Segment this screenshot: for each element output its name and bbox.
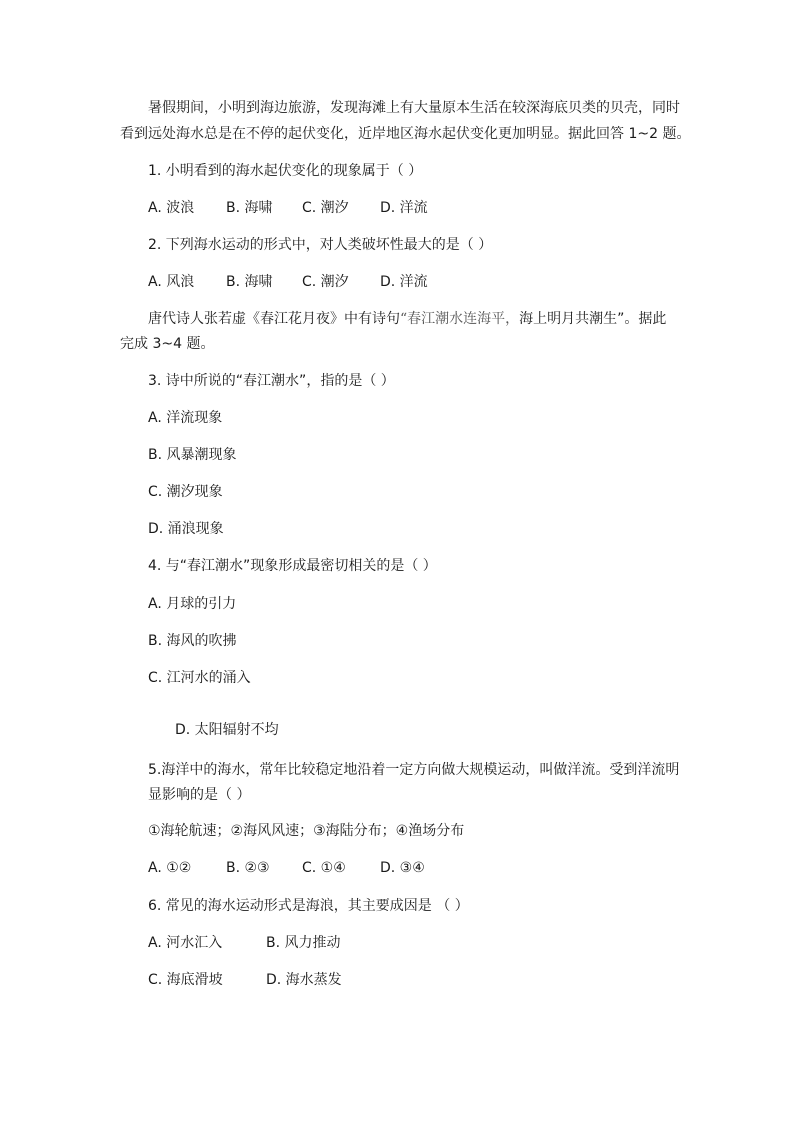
question-5-options bbox=[148, 858, 425, 878]
question-6-options-row-2 bbox=[148, 970, 342, 990]
question-5-stem-line-2: 显影响的是（ ） bbox=[148, 787, 251, 803]
option-d: D. ③④ bbox=[380, 860, 425, 876]
option-a: A. 河水汇入 bbox=[148, 935, 223, 951]
question-4-option-b: B. 海风的吹拂 bbox=[148, 633, 237, 649]
intro-line-2: 看到远处海水总是在不停的起伏变化，近岸地区海水起伏变化更加明显。据此回答 1~2 题。 bbox=[120, 126, 691, 142]
question-4-option-c: C. 江河水的涌入 bbox=[148, 670, 251, 686]
question-6-stem: 6. 常见的海水运动形式是海浪，其主要成因是 （ ） bbox=[148, 898, 469, 914]
question-4-option-a: A. 月球的引力 bbox=[148, 596, 237, 612]
option-b: B. 风力推动 bbox=[266, 935, 341, 951]
option-d: D. 洋流 bbox=[380, 274, 428, 290]
question-4-stem: 4. 与“春江潮水”现象形成最密切相关的是（ ） bbox=[148, 558, 437, 574]
option-c: C. 潮汐 bbox=[302, 200, 349, 216]
intro2-text-c: 海上明月共潮生”。据此 bbox=[519, 311, 667, 327]
intro2-line-1 bbox=[148, 309, 666, 329]
question-1-stem: 1. 小明看到的海水起伏变化的现象属于（ ） bbox=[148, 163, 423, 179]
question-5-stem-line-1: 5.海洋中的海水，常年比较稳定地沿着一定方向做大规模运动，叫做洋流。受到洋流明 bbox=[148, 762, 680, 778]
option-a: A. ①② bbox=[148, 860, 192, 876]
option-b: B. ②③ bbox=[226, 860, 270, 876]
intro-line-1: 暑假期间，小明到海边旅游，发现海滩上有大量原本生活在较深海底贝类的贝壳，同时 bbox=[148, 100, 680, 116]
option-b: B. 海啸 bbox=[226, 274, 273, 290]
intro2-poem: “春江潮水连海平， bbox=[400, 311, 520, 327]
option-a: A. 波浪 bbox=[148, 200, 195, 216]
question-4-option-d: D. 太阳辐射不均 bbox=[175, 722, 279, 738]
intro2-text-a: 唐代诗人张若虚《春江花月夜》中有诗句 bbox=[148, 311, 400, 327]
question-2-stem: 2. 下列海水运动的形式中，对人类破坏性最大的是（ ） bbox=[148, 237, 493, 253]
option-c: C. ①④ bbox=[302, 860, 346, 876]
question-3-option-d: D. 涌浪现象 bbox=[148, 521, 224, 537]
option-d: D. 海水蒸发 bbox=[266, 972, 342, 988]
question-3-option-c: C. 潮汐现象 bbox=[148, 484, 223, 500]
option-b: B. 海啸 bbox=[226, 200, 273, 216]
question-3-option-a: A. 洋流现象 bbox=[148, 410, 223, 426]
question-6-options-row-1 bbox=[148, 933, 341, 953]
question-3-stem: 3. 诗中所说的“春江潮水”，指的是（ ） bbox=[148, 373, 395, 389]
intro2-line-2: 完成 3~4 题。 bbox=[120, 336, 215, 352]
question-5-items: ①海轮航速；②海风风速；③海陆分布；④渔场分布 bbox=[148, 823, 465, 839]
option-c: C. 海底滑坡 bbox=[148, 972, 223, 988]
question-2-options bbox=[148, 272, 428, 292]
option-d: D. 洋流 bbox=[380, 200, 428, 216]
option-a: A. 风浪 bbox=[148, 274, 195, 290]
question-3-option-b: B. 风暴潮现象 bbox=[148, 447, 237, 463]
question-1-options bbox=[148, 198, 428, 218]
option-c: C. 潮汐 bbox=[302, 274, 349, 290]
